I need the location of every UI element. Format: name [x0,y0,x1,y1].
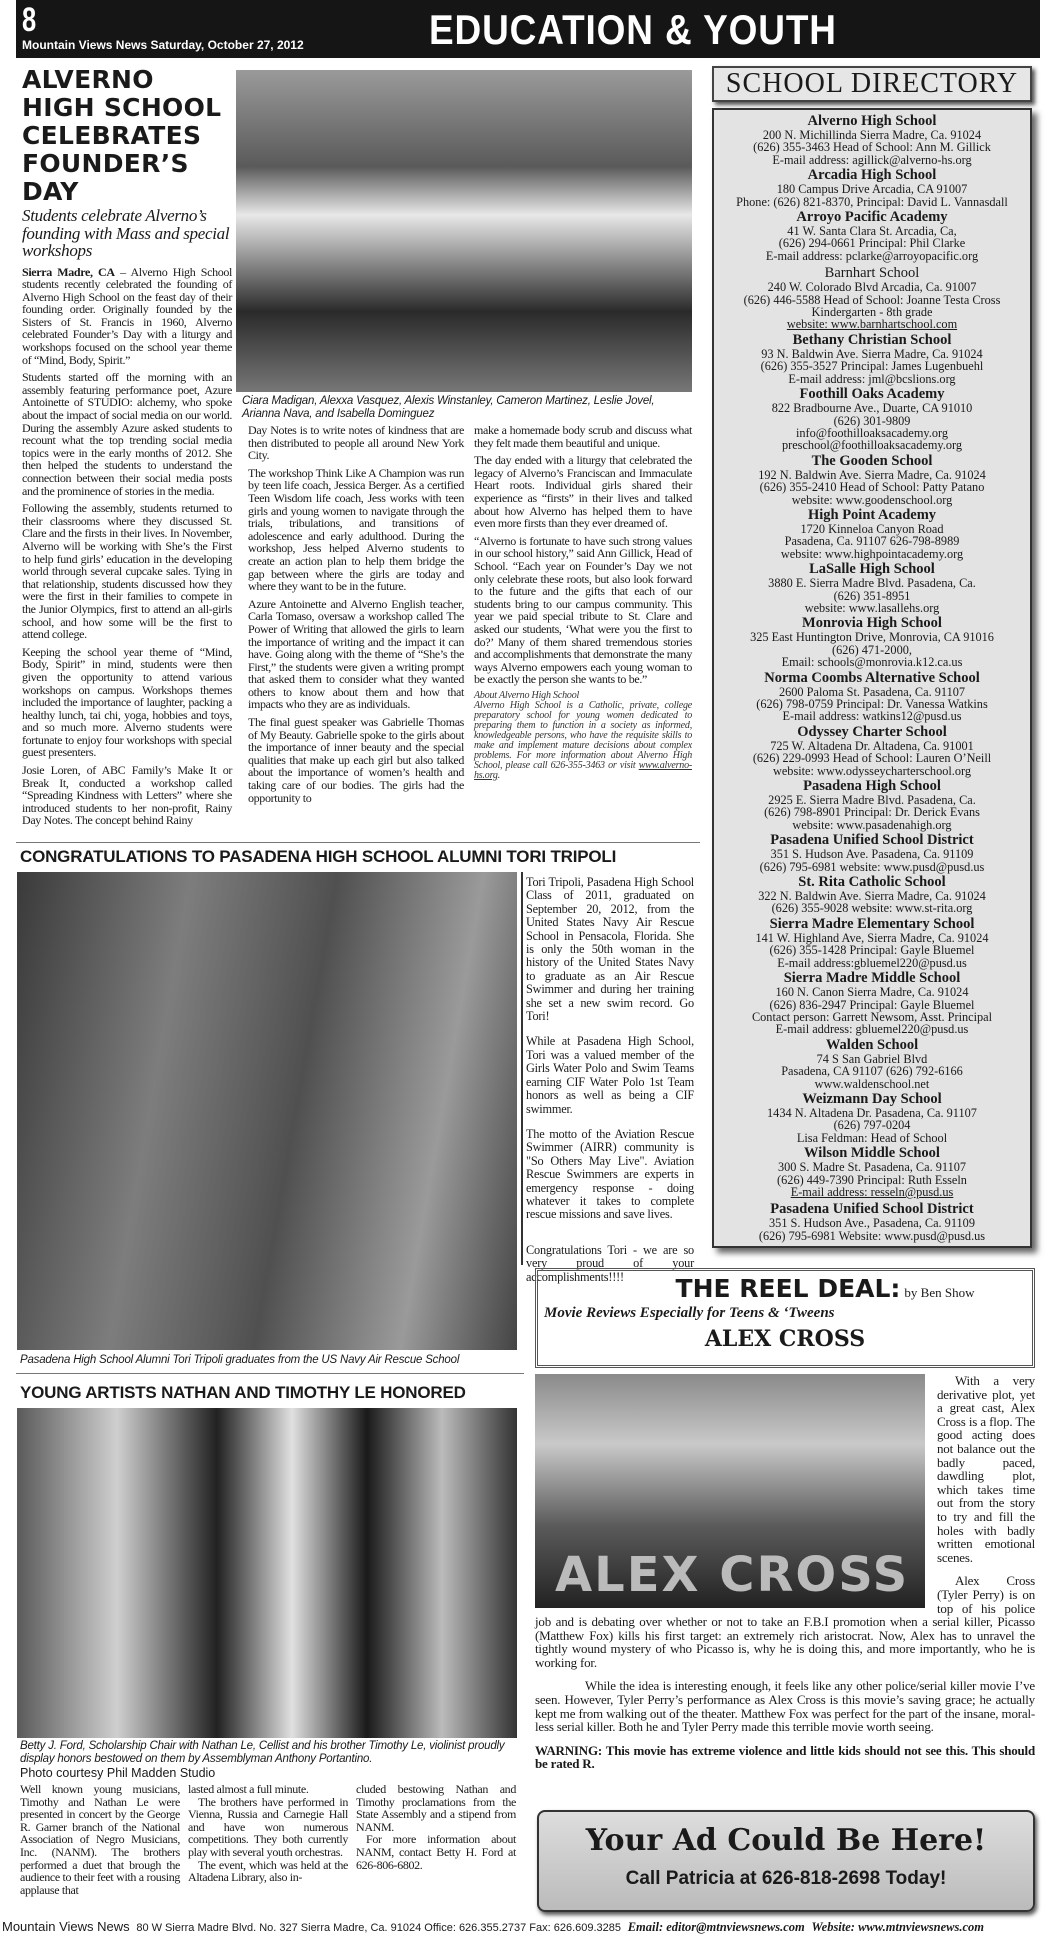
school-detail: 2600 Paloma St. Pasadena, Ca. 91107 [778,684,966,699]
directory-entry [714,671,1030,723]
school-detail: Pasadena, CA 91107 (626) 792-6166 [781,1064,963,1079]
directory-entry [714,562,1030,614]
ad-phone: Call Patricia at 626-818-2698 Today! [625,1868,947,1889]
paragraph: The final guest speaker was Gabrielle Thomas of My Beauty. Gabrielle spoke to the girls about the importance of inner beauty and the special qualities that make up each girl but also talked about the importance of women’s health and taking care of our bodies. The girls had the opportunity to [248,715,464,805]
page-header [16,0,1040,58]
paragraph: cluded bestowing Nathan and Timothy proclamations from the State Assembly and a stipend from NANM. [356,1782,516,1834]
school-detail: (626) 355-3527 Principal: James Lugenbuehl [760,359,984,374]
school-name: Foothill Oaks Academy [799,386,945,403]
school-detail: (626) 471-2000, [832,642,912,657]
school-name: High Point Academy [807,506,937,523]
movie-review [535,1374,1035,1771]
paragraph: The brothers have performed in Vienna, Russia and Carnegie Hall and have won numerous competitions. They both currently play with several youth orchestras. [188,1794,348,1859]
directory-entry [714,917,1030,969]
school-detail: 93 N. Baldwin Ave. Sierra Madre, Ca. 91024 [761,346,983,361]
paragraph: With a very derivative plot, yet a great cast, Alex Cross is a flop. The good acting does not balance out the badly paced, dawdling plot, which takes time out from the story to try and fill the holes with badly written emotional scenes. [937,1373,1035,1565]
divider [16,842,700,843]
school-detail: 3880 E. Sierra Madre Blvd. Pasadena, Ca. [768,576,976,591]
school-contact-link[interactable]: E-mail address: agillick@alverno-hs.org [772,152,972,167]
school-contact-link[interactable]: (626) 795-6981 website: www.pusd@pusd.us [759,859,985,874]
paragraph: For more information about NANM, contact Betty H. Ford at 626-806-6802. [356,1832,516,1872]
school-name: Alverno High School [807,113,937,129]
paragraph: Tori Tripoli, Pasadena High School Class of 2011, graduated on September 20, 2012, from the United States Navy Air Rescue School in Pensacola, Florida. She is only the 50th woman in the history of the United States Navy to graduate as an Air Rescue Swimmer and during her training she set a new swim record. Go Tori! [526,875,694,1024]
school-contact-link[interactable]: website: www.pasadenahigh.org [792,817,952,832]
school-name: Walden School [825,1036,919,1053]
artists-column-3 [356,1783,516,1896]
paragraph: Josie Loren, of ABC Family’s Make It or Break It, conducted a workshop called “Spreading Kindness with Letters” where she introduced students to her non-profit, Rainy Day Notes. The concept behind Rainy [22,763,232,828]
reel-deal-banner [535,1268,1035,1368]
alex-cross-poster [535,1374,925,1608]
paragraph: Alex Cross (Tyler Perry) is on top of his police job and is debating over whether or not to take an F.B.I promotion when a serial killer, Picasso (Matthew Fox) kills his first target: an extremely rich aristocrat. Now, Alex has to unravel the tightly wound mystery of who Picasso is, why he is doing this, and more importantly, who he is working for. [535,1573,1035,1670]
school-detail: 1720 Kinneloa Canyon Road [800,521,944,536]
school-name: Odyssey Charter School [797,723,947,740]
tagline: Movie Reviews Especially for Teens & ‘Tweens [544,1305,835,1321]
artists-heading: YOUNG ARTISTS NATHAN AND TIMOTHY LE HONORED [20,1383,466,1402]
school-name: Bethany Christian School [792,331,952,348]
lead: Sierra Madre, CA [22,264,115,279]
school-name: Pasadena Unified School District [770,832,974,849]
school-name: Weizmann Day School [802,1090,942,1107]
school-name: Barnhart School [824,265,920,282]
paragraph: The day ended with a liturgy that celebrated the legacy of Alverno’s Franciscan and Immaculate Heart roots. Individual girls shared their experience as “firsts” in their lives and talked about how Alverno has helped them to have even more firsts than they ever dreamed of. [474,453,692,531]
school-detail: 200 N. Michillinda Sierra Madre, Ca. 91024 [762,128,982,142]
school-detail: 141 W. Highland Ave, Sierra Madre, Ca. 91024 [755,930,989,945]
school-contact-link[interactable]: (626) 795-6981 Website: www.pusd@pusd.us [758,1228,986,1243]
school-contact-link[interactable]: E-mail address: watkins12@pusd.us [782,709,962,724]
directory-entry [714,508,1030,560]
school-detail: 822 Bradbourne Ave., Duarte, CA 91010 [771,401,973,416]
directory-entry [714,387,1030,452]
photo-credit: Photo courtesy Phil Madden Studio [20,1766,216,1780]
directory-entry [714,1202,1030,1242]
school-contact-link[interactable]: E-mail address: jml@bcslions.org [788,371,956,386]
school-detail: (626) 355-2410 Head of School: Patty Patano [759,480,985,495]
paragraph: lasted almost a full minute. [188,1782,309,1796]
school-name: Sierra Madre Elementary School [769,915,975,932]
school-detail: 180 Campus Drive Arcadia, CA 91007 [776,182,968,197]
footer-email[interactable]: Email: editor@mtnviewsnews.com [627,1920,805,1934]
column-title: THE REEL DEAL: [675,1274,901,1303]
school-detail: 300 S. Madre St. Pasadena, Ca. 91107 [777,1160,967,1175]
headline-line: HIGH SCHOOL [22,93,222,122]
paragraph: “Alverno is fortunate to have such strong values in our school history,” said Ann Gillick, Head of School. “Each year on Founder’s Day we not only celebrate these roots, but also look forward to the future and the gifts that each of our students bring to our campus community. This year we paid special tribute to St. Clare and asked our students, ‘What were you the first to do?’ Many of them shared tremendous stories and accomplishments that demonstrate the many ways Alverno empowers each young woman to be exactly the person she wants to be.” [474,533,692,687]
paragraph: The event, which was held at the Altadena Library, also in- [188,1857,348,1885]
school-contact-link[interactable]: website: www.odysseycharterschool.org [772,763,972,778]
directory-entry [714,333,1030,385]
paragraph: The workshop Think Like A Champion was run by teen life coach, Jessica Berger. As a certified Teen Wisdom life coach, Jess works with teen girls and young women to navigate through the trials, tribulations, and transitions of adolescence and early adulthood. During the workshop, Jess helped Alverno students to create an action plan to help them bridge the gap between where the girls are today and where they want to be in the future. [248,465,464,594]
young-artists-photo [17,1408,517,1738]
school-detail: 41 W. Santa Clara St. Arcadia, Ca, [787,224,957,239]
directory-entry [714,1092,1030,1144]
school-contact-link[interactable]: www.waldenschool.net [814,1076,930,1091]
school-detail: 325 East Huntington Drive, Monrovia, CA 91016 [750,630,994,645]
paragraph: Congratulations Tori - we are so very proud of your accomplishments!!!! [526,1242,694,1284]
school-name: Pasadena High School [803,778,941,795]
artists-column-2 [188,1783,348,1896]
school-name: The Gooden School [811,452,933,469]
warning: WARNING: This movie has extreme violence and little kids should not see this. This should be rated R. [535,1742,1035,1772]
tori-heading: CONGRATULATIONS TO PASADENA HIGH SCHOOL ALUMNI TORI TRIPOLI [20,847,617,866]
school-detail: 725 W. Altadena Dr. Altadena, Ca. 91001 [770,738,974,753]
directory-entry [714,875,1030,915]
about-box [474,691,692,781]
school-detail: 1434 N. Altadena Dr. Pasadena, Ca. 91107 [767,1105,977,1120]
school-detail: (626) 797-0204 [833,1118,911,1133]
school-detail: (626) 836-2947 Principal: Gayle Bluemel [769,997,975,1012]
school-name: LaSalle High School [809,561,935,578]
page-footer [0,1918,1056,1936]
school-detail: 351 S. Hudson Ave., Pasadena, Ca. 91109 [769,1216,975,1231]
school-detail: (626) 798-0759 Principal: Dr. Vanessa Watkins [756,697,988,711]
school-detail: (626) 229-0993 Head of School: Lauren O’Neill [752,751,992,766]
school-detail: (626) 449-7390 Principal: Ruth Esseln [777,1172,967,1187]
school-directory [712,108,1032,1248]
school-contact-link[interactable]: website: www.barnhartschool.com [786,317,958,332]
dateline: Mountain Views News Saturday, October 27, 2012 [22,38,304,52]
divider [521,872,523,1265]
divider [16,1373,524,1374]
photo-caption: Ciara Madigan, Alexxa Vasquez, Alexis Winstanley, Cameron Martinez, Leslie Jovel, Arianna Nava, and Isabella Dominguez [242,395,655,420]
school-contact-link[interactable]: info@foothilloaksacademy.org [795,425,949,440]
school-contact-link[interactable]: website: www.lasallehs.org [804,600,940,615]
alverno-column-3 [474,424,692,781]
paragraph: Following the assembly, students returned to their classrooms where they discussed St. Clare and the firsts in their lives. In November, Alverno will be working with She’s the First to help fund girls’ education in the developing world through several cupcake sales. Tying in that relationship, students discussed how they were the first in their families to compete in the Junior Olympics, first to attend an all-girls school, and how some will be the first to attend college. [22,501,232,642]
directory-entry [714,616,1030,668]
school-contact-link[interactable]: (626) 355-9028 website: www.st-rita.org [771,901,973,916]
paragraph: make a homemade body scrub and discuss what they felt made them beautiful and unique. [474,423,692,450]
school-contact-link[interactable]: E-mail address: resseln@pusd.us [790,1184,954,1199]
school-detail: Kindergarten - 8th grade [811,305,933,320]
paragraph: – Alverno High School students recently celebrated the founding of Alverno High School on the feast day of their founding order. Originally founded by the Sisters of St. Francis in 1960, Alverno celebrated Founder’s Day with a liturgy and workshops focused on the school year theme of “Mind, Body, Spirit.” [22,264,232,367]
footer-address: 80 W Sierra Madre Blvd. No. 327 Sierra Madre, Ca. 91024 Office: 626.355.2737 Fax: 626.609.3285 [136,1922,622,1934]
advertisement[interactable] [537,1810,1035,1912]
directory-entry [714,779,1030,831]
school-directory-title: SCHOOL DIRECTORY [712,66,1032,102]
about-end: . [497,769,501,781]
school-detail: Contact person: Garrett Newsom, Asst. Principal [751,1009,993,1024]
alverno-students-photo [236,70,692,392]
school-detail: (626) 355-1428 Principal: Gayle Bluemel [769,943,975,958]
artists-column-1 [20,1783,180,1896]
directory-entry [714,210,1030,262]
directory-entry [714,1038,1030,1090]
alverno-column-1 [22,266,232,828]
directory-entry [714,1146,1030,1198]
school-contact-link[interactable]: preschool@foothilloaksacademy.org [781,438,963,453]
alverno-column-2 [248,424,464,809]
alverno-website-link[interactable]: www.alverno-hs.org [474,759,692,781]
school-name: Monrovia High School [802,615,942,632]
school-detail: (626) 301-9809 [833,413,911,428]
paragraph: Azure Antoinette and Alverno English teacher, Carla Tomaso, oversaw a workshop called The Power of Writing that allowed the girls to learn the importance of writing and the impact it can have. Going along with the theme of “She’s the First,” the students were given a writing prompt that asked them to consider what they wanted others to know about them and how that impacts who they are as individuals. [248,596,464,712]
directory-entry [714,266,1030,331]
headline-line: CELEBRATES [22,121,202,150]
school-detail: 160 N. Canon Sierra Madre, Ca. 91024 [775,985,969,1000]
school-name: Arcadia High School [807,167,937,184]
poster-title: ALEX CROSS [555,1547,910,1603]
photo-caption: Betty J. Ford, Scholarship Chair with Nathan Le, Cellist and his brother Timothy Le, violinist proudly display honors bestowed on them by Assemblyman Anthony Portantino. [20,1740,505,1765]
school-detail: (626) 355-3463 Head of School: Ann M. Gillick [753,140,991,155]
school-name: Wilson Middle School [804,1145,940,1162]
school-contact-link[interactable]: website: www.highpointacademy.org [780,546,964,561]
footer-paper: Mountain Views News [2,1919,130,1934]
directory-entry [714,725,1030,777]
school-name: Pasadena Unified School District [770,1201,974,1218]
school-contact-link[interactable]: E-mail address: pclarke@arroyopacific.org [765,248,979,263]
school-detail: 351 S. Hudson Ave. Pasadena, Ca. 91109 [770,847,974,862]
section-title: EDUCATION & YOUTH [429,6,837,53]
school-contact-link[interactable]: Email: schools@monrovia.k12.ca.us [781,655,963,670]
school-detail: (626) 798-8901 Principal: Dr. Derick Evans [764,805,980,820]
footer-website[interactable]: Website: www.mtnviewsnews.com [811,1920,985,1934]
about-text: Alverno High School is a Catholic, private, college preparatory school for young women dedicated to preparing them to function in a society as informed, knowledgeable persons, who have the requisite skills to make and implement mature decisions about complex problems. For more information about Alverno High School, please call 626-355-3463 or visit [474,699,692,771]
directory-entry [714,971,1030,1036]
school-name: St. Rita Catholic School [798,874,946,891]
headline-line: FOUNDER’S DAY [22,149,189,206]
tori-graduation-photo [17,872,517,1350]
school-detail: (626) 446-5588 Head of School: Joanne Testa Cross [743,292,1001,307]
paragraph: Day Notes is to write notes of kindness that are then distributed to people all around New York City. [248,423,464,463]
ad-headline: Your Ad Could Be Here! [585,1823,987,1858]
about-title: About Alverno High School [474,689,580,701]
school-detail: 74 S San Gabriel Blvd [816,1051,928,1066]
movie-title: ALEX CROSS [704,1326,866,1352]
paragraph: While at Pasadena High School, Tori was a valued member of the Girls Water Polo and Swim Teams earning CIF Water Polo 1st Team honors as well as being a CIF swimmer. [526,1034,694,1116]
school-detail: Pasadena, Ca. 91107 626-798-8989 [784,534,960,549]
paragraph: Keeping the school year theme of “Mind, Body, Spirit” in mind, students were then given the opportunity to attend various workshops on campus. Workshops themes included the importance of laughter, packing a healthy lunch, tai chi, yoga, hobbies and toys, and so much more. Alverno students were fortunate to enjoy four workshops with special guest presenters. [22,644,232,760]
photo-caption: Pasadena High School Alumni Tori Tripoli graduates from the US Navy Air Rescue School [20,1354,460,1366]
directory-entry [714,168,1030,208]
school-detail: 240 W. Colorado Blvd Arcadia, Ca. 91007 [767,280,977,295]
school-contact-link[interactable]: E-mail address: gbluemel220@pusd.us [775,1022,969,1037]
paragraph: Well known young musicians, Timothy and Nathan Le were presented in concert by the George R. Garner branch of the National Association of Negro Musicians, Inc. (NANM). The brothers performed a duet that brough the audience to their feet with a rousing applause that [20,1782,180,1897]
artists-text-block [20,1740,520,1896]
school-contact-link[interactable]: E-mail address:gbluemel220@pusd.us [777,955,967,970]
alverno-article-column-1 [22,66,232,827]
paragraph: While the idea is interesting enough, it feels like any other police/serial killer movie I’ve seen. However, Tyler Perry’s performance as Alex Cross is this movie’s saving grace; he actually kept me from walking out of the theater. Matthew Fox was perfect for the part of the insane, moral-less serial killer. Both he and Tyler Perry made this terrible movie worth seeing. [535,1678,1035,1735]
school-name: Norma Coombs Alternative School [764,669,980,686]
school-detail: Phone: (626) 821-8370, Principal: David L. Vannasdall [736,194,1008,209]
school-detail: 192 N. Baldwin Ave. Sierra Madre, Ca. 91024 [758,467,986,482]
headline-line: ALVERNO [22,65,154,94]
paragraph: The motto of the Aviation Rescue Swimmer (AIRR) community is "So Others May Live". Aviation Rescue Swimmers are experts in emergency response - doing whatever it takes to complete rescue missions and save lives. [526,1126,694,1222]
school-detail: (626) 294-0661 Principal: Phil Clarke [778,236,966,251]
school-name: Sierra Madre Middle School [783,970,961,987]
school-detail: Lisa Feldman: Head of School [796,1130,948,1145]
tori-article [526,876,694,1289]
directory-entry [714,833,1030,873]
school-contact-link[interactable]: website: www.goodenschool.org [791,492,953,507]
school-name: Arroyo Pacific Academy [796,209,948,226]
school-detail: (626) 351-8951 [833,588,911,603]
paragraph: Students started off the morning with an assembly featuring performance poet, Azure Antoinette of STUDIO: alchemy, who spoke about the impact of social media on our world. During the assembly Azure asked students to recount what the top trending social media topics were in the early months of 2012. She then helped the students to understand the connection between their social media posts and the prominence of stories in the media. [22,370,232,498]
directory-entry [714,454,1030,506]
page-number: 8 [22,1,37,39]
school-detail: 2925 E. Sierra Madre Blvd. Pasadena, Ca. [768,793,976,808]
school-detail: 322 N. Baldwin Ave. Sierra Madre, Ca. 91024 [758,889,986,904]
directory-entry [714,114,1030,166]
subheadline: Students celebrate Alverno’s founding with Mass and special workshops [22,206,230,260]
byline: by Ben Show [904,1285,975,1300]
